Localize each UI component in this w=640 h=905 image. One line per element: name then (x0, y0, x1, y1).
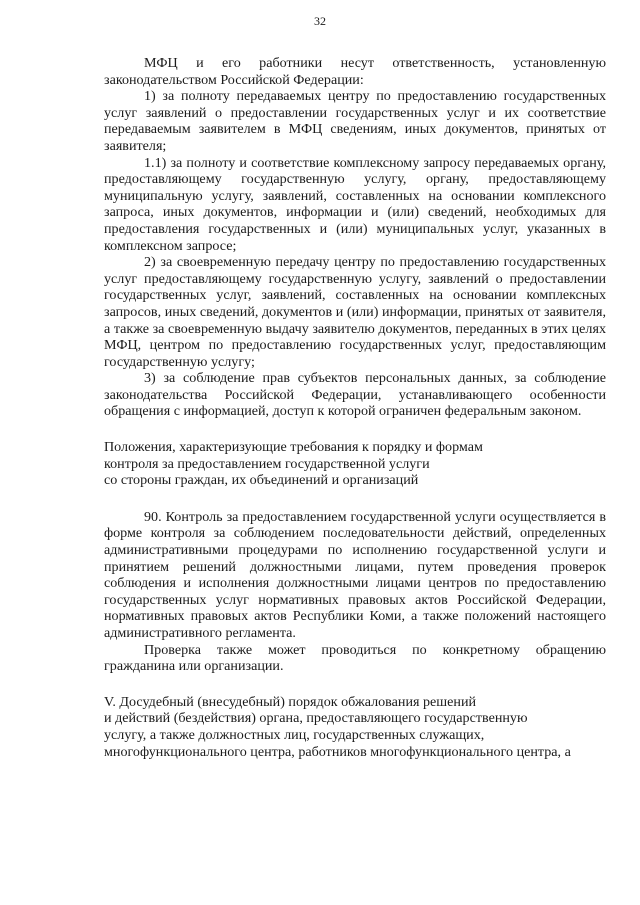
document-body (104, 55, 606, 760)
paragraph-intro: МФЦ и его работники несут ответственность, установленную законодательством Российской Федерации: (104, 55, 606, 88)
paragraph-item-1: 1) за полноту передаваемых центру по предоставлению государственных услуг заявлений о предоставлении государственных услуг и их соответствие передаваемым заявителем в МФЦ сведениям, иных документов, принятых от заявителя; (104, 88, 606, 154)
heading-line: услугу, а также должностных лиц, государственных служащих, (104, 726, 485, 743)
heading-line: контроля за предоставлением государственной услуги (104, 455, 430, 472)
paragraph-90-check: Проверка также может проводиться по конкретному обращению гражданина или организации. (104, 641, 606, 675)
heading-line: со стороны граждан, их объединений и организаций (104, 472, 419, 489)
page-number: 32 (314, 14, 326, 28)
paragraph-item-1-1: 1.1) за полноту и соответствие комплексному запросу передаваемых органу, предоставляющему государственную услугу, органу, предоставляющему муниципальную услугу, заявлений, составленных на основании комплексного запроса, иных документов, информации и (или) сведений, необходимых для предоставления государственных и (или) муниципальных услуг, указанных в комплексном запросе; (104, 154, 606, 254)
heading-line: V. Досудебный (внесудебный) порядок обжалования решений (104, 693, 477, 710)
heading-control-requirements (104, 439, 606, 489)
paragraph-item-2: 2) за своевременную передачу центру по предоставлению государственных услуг предоставляющему государственную услугу, заявлений о предоставлении государственных услуг, заявлений, составленных на основании комплексных запросов, иных сведений, документов и (или) информации, принятых от заявителя, а также за своевременную выдачу заявителю документов, переданных в этих целях МФЦ, центром по предоставлению государственных услуг, предоставляющим государственную услугу; (104, 254, 606, 370)
paragraph-90: 90. Контроль за предоставлением государственной услуги осуществляется в форме контроля за соблюдением последовательности действий, определенных административными процедурами по исполнению государственной услуги и принятием решений должностными лицами, путем проведения проверок соблюдения и исполнения должностными лицами центров по предоставлению государственных услуг нормативных правовых актов Российской Федерации, нормативных правовых актов Республики Коми, а также положений настоящего административного регламента. (104, 508, 606, 641)
paragraph-item-3: 3) за соблюдение прав субъектов персональных данных, за соблюдение законодательства Российской Федерации, устанавливающего особенности обращения с информацией, доступ к которой ограничен федеральным законом. (104, 370, 606, 420)
heading-section-v (104, 694, 606, 760)
heading-line: многофункционального центра, работников многофункционального центра, а (104, 743, 571, 760)
heading-line: и действий (бездействия) органа, предоставляющего государственную (104, 710, 528, 727)
heading-line: Положения, характеризующие требования к порядку и формам (104, 439, 483, 456)
